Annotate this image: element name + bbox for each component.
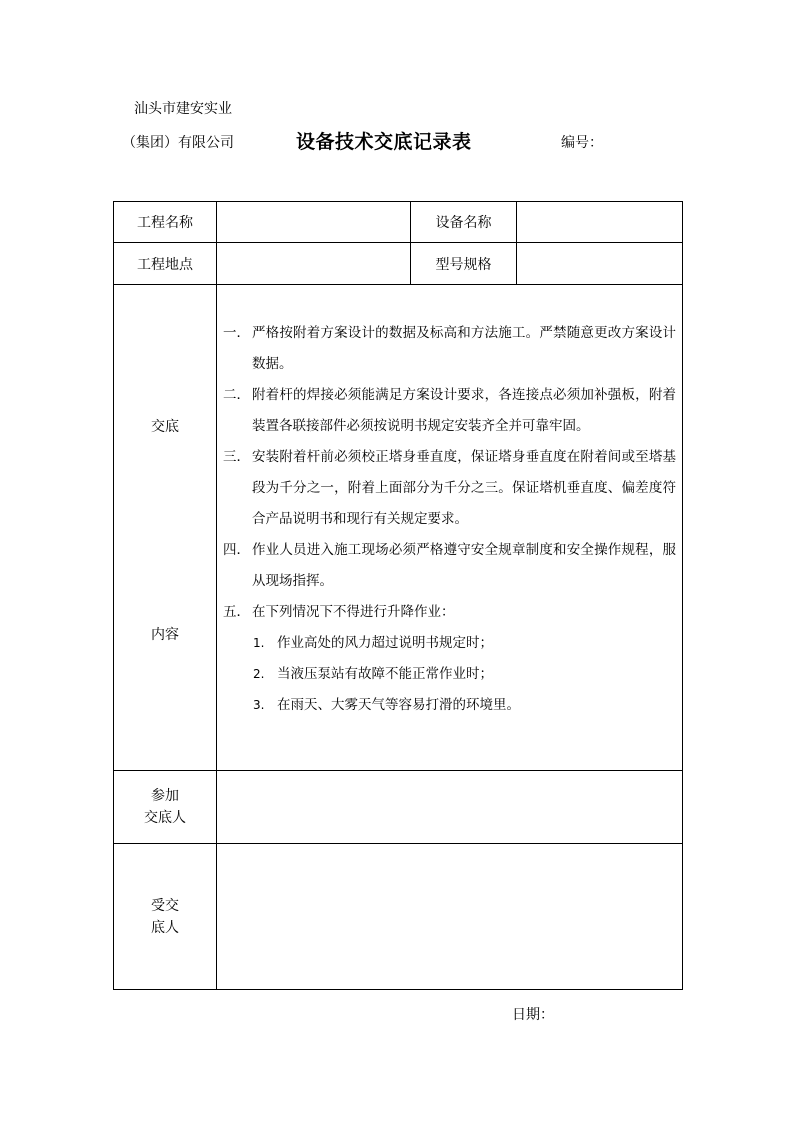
recipients-label-line1: 受交: [151, 897, 179, 914]
project-name-label: 工程名称: [114, 202, 217, 243]
date-label: 日期：: [512, 1007, 554, 1023]
disclosure-label-top: 交底: [151, 419, 179, 435]
recipients-field[interactable]: [217, 844, 683, 990]
disclosure-label-bottom: 内容: [151, 627, 179, 643]
content-item-number: 一．: [223, 325, 250, 341]
disclosure-content-label-cell: [114, 285, 217, 771]
page-title: 设备技术交底记录表: [296, 131, 472, 153]
content-item-number: 四．: [223, 542, 250, 558]
recipients-label-line2: 底人: [151, 919, 179, 936]
table-row-project-name: [114, 202, 683, 243]
content-sub-item-text: 作业高处的风力超过说明书规定时；: [277, 635, 493, 651]
table-row-participants: [114, 771, 683, 844]
content-item: [223, 597, 676, 628]
content-item-text: 附着杆的焊接必须能满足方案设计要求，各连接点必须加补强板，附着装置各联接部件必须按说明书规定安装齐全并可靠牢固。: [252, 387, 676, 434]
record-number-label: 编号：: [561, 135, 603, 151]
disclosure-content-list: [217, 285, 682, 721]
content-item: [223, 380, 676, 442]
participants-field[interactable]: [217, 771, 683, 844]
content-sub-item: [223, 659, 676, 690]
disclosure-content-cell: [217, 285, 683, 771]
content-item-text: 在下列情况下不得进行升降作业：: [252, 604, 455, 620]
equipment-name-field[interactable]: [517, 202, 683, 243]
project-location-field[interactable]: [217, 243, 411, 285]
content-item-number: 二．: [223, 387, 250, 403]
content-item-text: 严格按附着方案设计的数据及标高和方法施工。严禁随意更改方案设计数据。: [252, 325, 676, 372]
participants-label-line1: 参加: [151, 788, 179, 804]
participants-label-line2: 交底人: [144, 810, 186, 826]
content-sub-item: [223, 628, 676, 659]
content-sub-item-number: 3.: [253, 698, 265, 712]
company-name-line1: 汕头市建安实业: [134, 101, 232, 117]
content-item-text: 安装附着杆前必须校正塔身垂直度，保证塔身垂直度在附着间或至塔基段为千分之一，附着上面部分为千分之三。保证塔机垂直度、偏差度符合产品说明书和现行有关规定要求。: [252, 449, 676, 527]
participants-label-cell: [114, 771, 217, 844]
equipment-name-label: 设备名称: [411, 202, 517, 243]
content-sub-item-text: 在雨天、大雾天气等容易打滑的环境里。: [277, 697, 520, 713]
table-row-recipients: [114, 844, 683, 990]
content-item-number: 五．: [223, 604, 250, 620]
content-item: [223, 318, 676, 380]
recipients-label-cell: [114, 844, 217, 990]
content-item-text: 作业人员进入施工现场必须严格遵守安全规章制度和安全操作规程，服从现场指挥。: [252, 542, 676, 589]
content-sub-item-number: 1.: [253, 636, 265, 650]
project-location-label: 工程地点: [114, 243, 217, 285]
content-item: [223, 535, 676, 597]
project-name-field[interactable]: [217, 202, 411, 243]
table-row-disclosure-content: [114, 285, 683, 771]
model-spec-field[interactable]: [517, 243, 683, 285]
model-spec-label: 型号规格: [411, 243, 517, 285]
content-item: [223, 442, 676, 535]
content-sub-item-number: 2.: [253, 667, 265, 681]
content-item-number: 三．: [223, 449, 250, 465]
table-row-project-location: [114, 243, 683, 285]
disclosure-record-table: [113, 201, 683, 990]
content-sub-item-text: 当液压泵站有故障不能正常作业时；: [277, 666, 493, 682]
company-name-line2: （集团）有限公司: [122, 135, 234, 151]
content-sub-item: [223, 690, 676, 721]
